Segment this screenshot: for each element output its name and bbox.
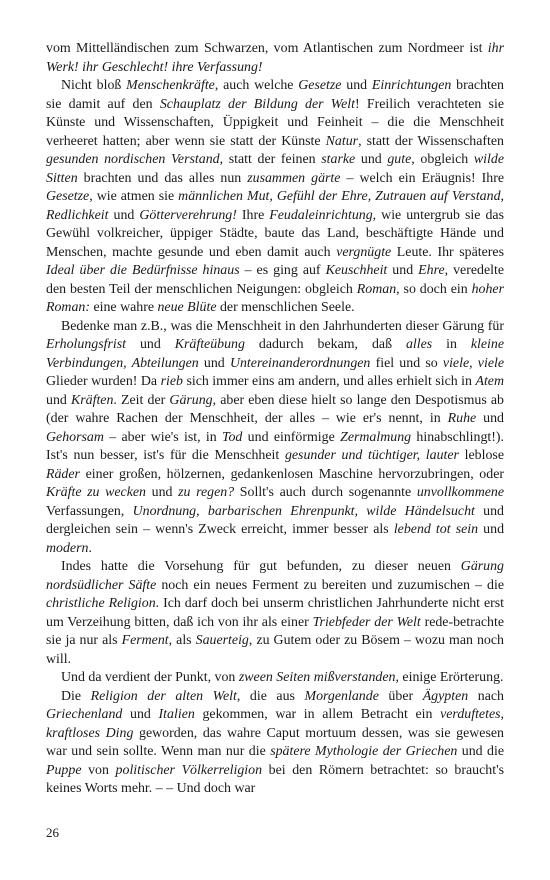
text-run: . Ich darf doch bei unserm christlichen Jahrhunderte nicht erst um Verzeihung bitten, daß ich von ihr als einer (46, 596, 505, 630)
text-run: ! Freilich verachteten sie Künste und Wissenschaften, Üppigkeit und Feinheit – die die Menschheit verheeret hatten; aber wenn sie statt der Künste (46, 96, 504, 149)
text-run: – aber wie's ist, in (103, 429, 223, 445)
text-run: in (432, 337, 471, 352)
emphasis-run: zusammen gärte (247, 170, 341, 186)
text-run: sich immer eins am andern, und alles erhielt sich in (182, 374, 476, 389)
paragraph (46, 318, 504, 559)
emphasis-run: Gesetze (298, 78, 342, 93)
emphasis-run: Unordnung, barbarischen Ehrenpunkt, wilde Händelsucht (132, 503, 475, 519)
emphasis-run: viele, viele (442, 355, 505, 371)
text-run: , statt der Wissenschaften (358, 133, 504, 149)
emphasis-run: kleine Verbindungen, Abteilungen (46, 337, 505, 371)
emphasis-run: Italien (158, 707, 195, 722)
text-run: , wie atmen sie (89, 189, 179, 204)
emphasis-run: Ehre (418, 263, 445, 278)
emphasis-run: Gärung (169, 392, 213, 408)
emphasis-run: Griechenland (46, 707, 123, 722)
text-run: und (355, 152, 388, 167)
text-run: und (108, 207, 140, 223)
emphasis-run: Zermalmung (340, 429, 412, 445)
emphasis-run: Feudaleinrichtung (269, 207, 373, 223)
emphasis-run: Menschenkräfte (126, 78, 215, 93)
text-run: und dergleichen sein – wenn's Zweck erreicht, immer besser als (46, 503, 504, 537)
text-run: Ihre (236, 207, 270, 223)
emphasis-run: spätere Mythologie der Griechen (270, 744, 458, 759)
text-run: von (81, 762, 116, 778)
text-run: gekommen, war in allem Betracht ein (194, 707, 441, 722)
paragraph (46, 77, 504, 318)
text-run: , so doch ein (396, 281, 472, 297)
text-run: und (122, 707, 159, 722)
text-run: Indes hatte die Vorsehung für gut befunden, zu dieser neuen (61, 559, 461, 574)
text-run: Leute. Ihr späteres (391, 244, 504, 260)
text-run: rede-betrachte sie ja nur als (46, 614, 504, 648)
text-run: noch ein neues Ferment zu bereiten und zuzumischen – die (156, 577, 504, 593)
emphasis-run: zu regen? (178, 485, 235, 500)
emphasis-run: Roman (356, 281, 397, 297)
text-run: , statt der feinen (219, 152, 322, 167)
paragraph (46, 558, 504, 669)
emphasis-run: Räder (46, 466, 80, 482)
emphasis-run: Kräfteübung (174, 337, 245, 352)
emphasis-run: Einrichtungen (371, 78, 452, 93)
text-run: und (198, 355, 230, 371)
text-run: und (341, 78, 372, 93)
emphasis-run: politischer Völkerreligion (115, 762, 263, 778)
text-run: , aber eben diese hielt so lange den Despotismus ab (der wahre Rachen der Menschheit, der alles – wie er's nennt, in (46, 392, 505, 426)
text-run: und (46, 392, 71, 408)
emphasis-run: ihr Werk! ihr Geschlecht! ihre Verfassung! (46, 41, 504, 75)
emphasis-run: Ruhe (447, 411, 477, 426)
emphasis-run: männlichen Mut, Gefühl der Ehre, Zutrauen auf Verstand, Redlichkeit (46, 189, 504, 223)
text-run: , die aus (236, 688, 305, 704)
text-run: , zu Gutem oder zu Bösem – wozu man noch will. (46, 633, 504, 667)
emphasis-run: unvollkommene (416, 485, 504, 500)
text-run: und (146, 485, 179, 500)
text-run: , veredelte den besten Teil der menschlichen Neigungen: obgleich (46, 263, 505, 297)
text-run: brachten und das alles nun (77, 170, 248, 186)
emphasis-run: Untereinanderordnungen (229, 355, 371, 371)
text-run: geworden, das wahre Caput mortuum dessen, was sie gewesen war und sein sollte. Wenn man nur die (46, 725, 504, 759)
text-run: dadurch bekam, daß (244, 337, 406, 352)
emphasis-run: vergnügte (336, 244, 392, 260)
text-run: , wie untergrub sie das Gewühl volkreicher, üppiger Städte, baute das Land, beschäftigte Hände und Menschen, machte gesunde und eben damit auch (46, 207, 504, 260)
text-run: einer großen, hölzernen, gedankenlosen Maschine hervorzubringen, oder (79, 466, 504, 482)
text-run: , auch welche (214, 78, 299, 93)
emphasis-run: Puppe (46, 762, 82, 778)
emphasis-run: Kräften (70, 392, 114, 408)
emphasis-run: modern (46, 540, 89, 556)
emphasis-run: christliche Religion (46, 596, 156, 611)
emphasis-run: gesunder und tüchtiger, lauter (284, 448, 459, 463)
emphasis-run: alles (405, 337, 433, 352)
text-run: – es ging auf (239, 263, 326, 278)
text-run: Sollt's auch durch sogenannte (234, 485, 417, 500)
emphasis-run: Kräfte zu wecken (46, 485, 146, 500)
text-run: Verfassungen, (46, 503, 133, 519)
text-run: und (478, 522, 505, 537)
body-text (46, 40, 504, 799)
text-run: hinabschlingt!). Ist's nun besser, ist's für die Menschheit (46, 429, 504, 463)
emphasis-run: gute (387, 152, 412, 167)
emphasis-run: Tod (222, 429, 243, 445)
text-run: der menschlichen Seele. (216, 300, 355, 315)
text-run: , als (168, 633, 196, 648)
emphasis-run: Schauplatz der Bildung der Welt (159, 96, 355, 112)
emphasis-run: Gehorsam (46, 429, 104, 445)
paragraph (46, 669, 504, 688)
emphasis-run: Erholungsfrist (46, 337, 127, 352)
text-run: und die (457, 744, 504, 759)
emphasis-run: Morgenlande (304, 688, 379, 704)
emphasis-run: Atem (475, 374, 504, 389)
text-run: brachten sie damit auf den (46, 78, 504, 112)
emphasis-run: gesunden nordischen Verstand (46, 152, 220, 167)
text-run: . Zeit der (113, 392, 170, 408)
text-run: und (126, 337, 175, 352)
text-run: über (378, 688, 423, 704)
text-run: vom Mittelländischen zum Schwarzen, vom Atlantischen zum Nordmeer ist (46, 41, 488, 56)
text-run: Nicht bloß (61, 78, 127, 93)
emphasis-run: starke (321, 152, 356, 167)
text-run: Bedenke man z.B., was die Menschheit in den Jahrhunderten dieser Gärung für (61, 318, 504, 334)
emphasis-run: Natur (325, 133, 359, 149)
text-run: leblose (458, 448, 504, 463)
emphasis-run: Keuschheit (325, 263, 388, 278)
text-run: – welch ein Eräugnis! Ihre (340, 170, 505, 186)
emphasis-run: Ideal über die Bedürfnisse hinaus (46, 263, 240, 278)
emphasis-run: rieb (160, 374, 183, 389)
page-number: 26 (46, 825, 59, 840)
text-run: und (387, 263, 419, 278)
emphasis-run: zween Seiten mißverstanden (238, 670, 396, 685)
paragraph (46, 688, 504, 799)
text-run: eine wahre (89, 300, 158, 315)
emphasis-run: neue Blüte (157, 300, 217, 315)
text-run: Glieder wurden! Da (46, 374, 161, 389)
emphasis-run: Gärung nordsüdlicher Säfte (46, 559, 504, 593)
emphasis-run: verduftetes, kraftloses Ding (46, 707, 504, 741)
text-run: und einförmige (242, 429, 341, 445)
text-run: Die (61, 688, 91, 704)
text-run: und (476, 411, 504, 426)
text-run: fiel und so (370, 355, 443, 371)
emphasis-run: Ägypten (422, 688, 469, 704)
emphasis-run: Triebfeder der Welt (312, 614, 421, 630)
emphasis-run: Sauerteig (195, 633, 249, 648)
emphasis-run: wilde Sitten (46, 152, 504, 186)
emphasis-run: lebend tot sein (393, 522, 479, 537)
text-run: bei den Römern betrachtet: so braucht's keines Worts mehr. – – Und doch war (46, 762, 504, 796)
paragraph (46, 40, 504, 77)
emphasis-run: Ferment (121, 633, 169, 648)
text-run: Und da verdient der Punkt, von (61, 670, 239, 685)
text-run: nach (468, 688, 504, 704)
emphasis-run: hoher Roman: (46, 281, 505, 315)
text-run: , obgleich (411, 152, 474, 167)
text-run: , einige Erörterung. (395, 670, 504, 685)
text-run: . (88, 540, 92, 556)
emphasis-run: Religion der alten Welt (90, 688, 237, 704)
emphasis-run: Götterverehrung! (139, 207, 237, 223)
emphasis-run: Gesetze (46, 189, 90, 204)
